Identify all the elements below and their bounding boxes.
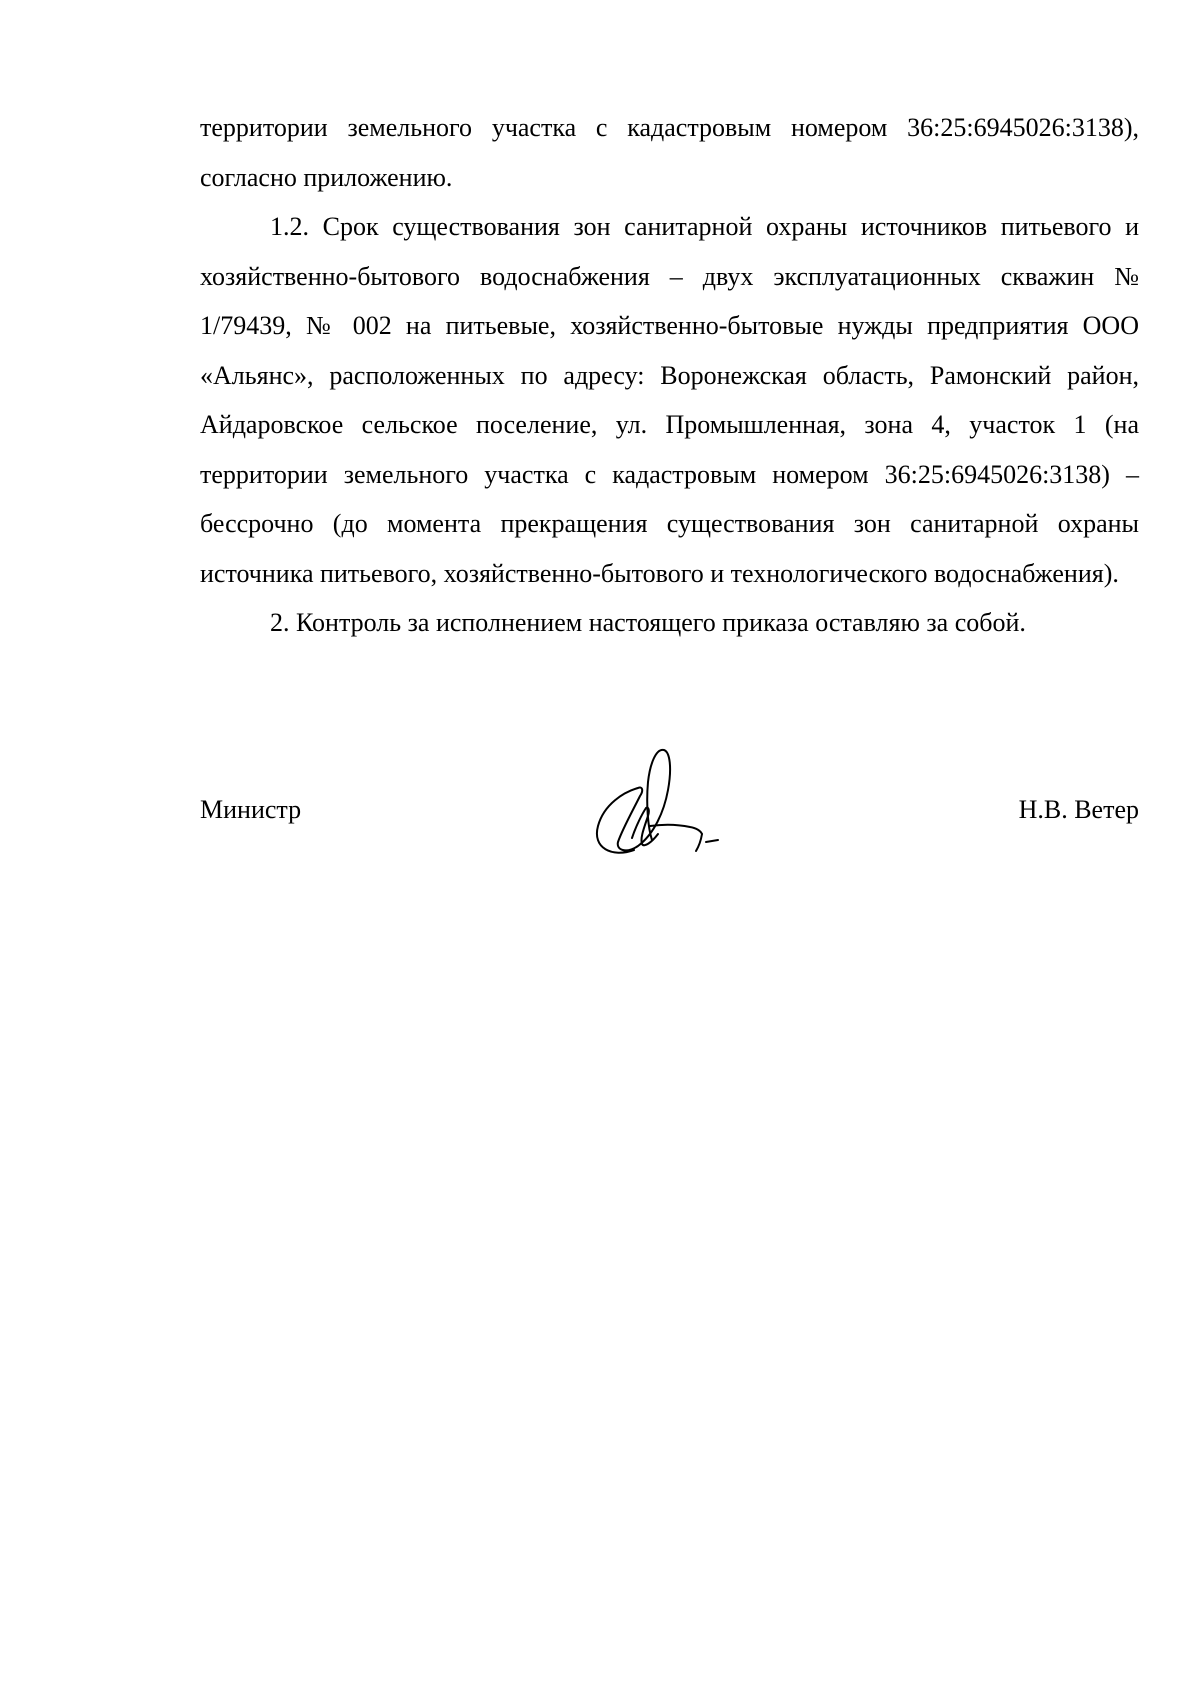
signer-name: Н.В. Ветер xyxy=(1018,795,1139,824)
document-body xyxy=(200,103,1139,648)
handwritten-signature-icon xyxy=(572,730,722,865)
paragraph-continuation: территории земельного участка с кадастровым номером 36:25:6945026:3138), согласно приложению. xyxy=(200,113,1139,192)
paragraph-2: 2. Контроль за исполнением настоящего приказа оставляю за собой. xyxy=(270,608,1026,637)
paragraph-1-2: 1.2. Срок существования зон санитарной охраны источников питьевого и хозяйственно-бытового водоснабжения – двух эксплуатационных скважин № 1/79439, № 002 на питьевые, хозяйственно-бытовые нужды предприятия ООО «Альянс», расположенных по адресу: Воронежская область, Рамонский район, Айдаровское сельское поселение, ул. Промышленная, зона 4, участок 1 (на территории земельного участка с кадастровым номером 36:25:6945026:3138) – бессрочно (до момента прекращения существования зон санитарной охраны источника питьевого, хозяйственно-бытового и технологического водоснабжения). xyxy=(200,212,1139,588)
signer-position: Министр xyxy=(200,795,302,824)
